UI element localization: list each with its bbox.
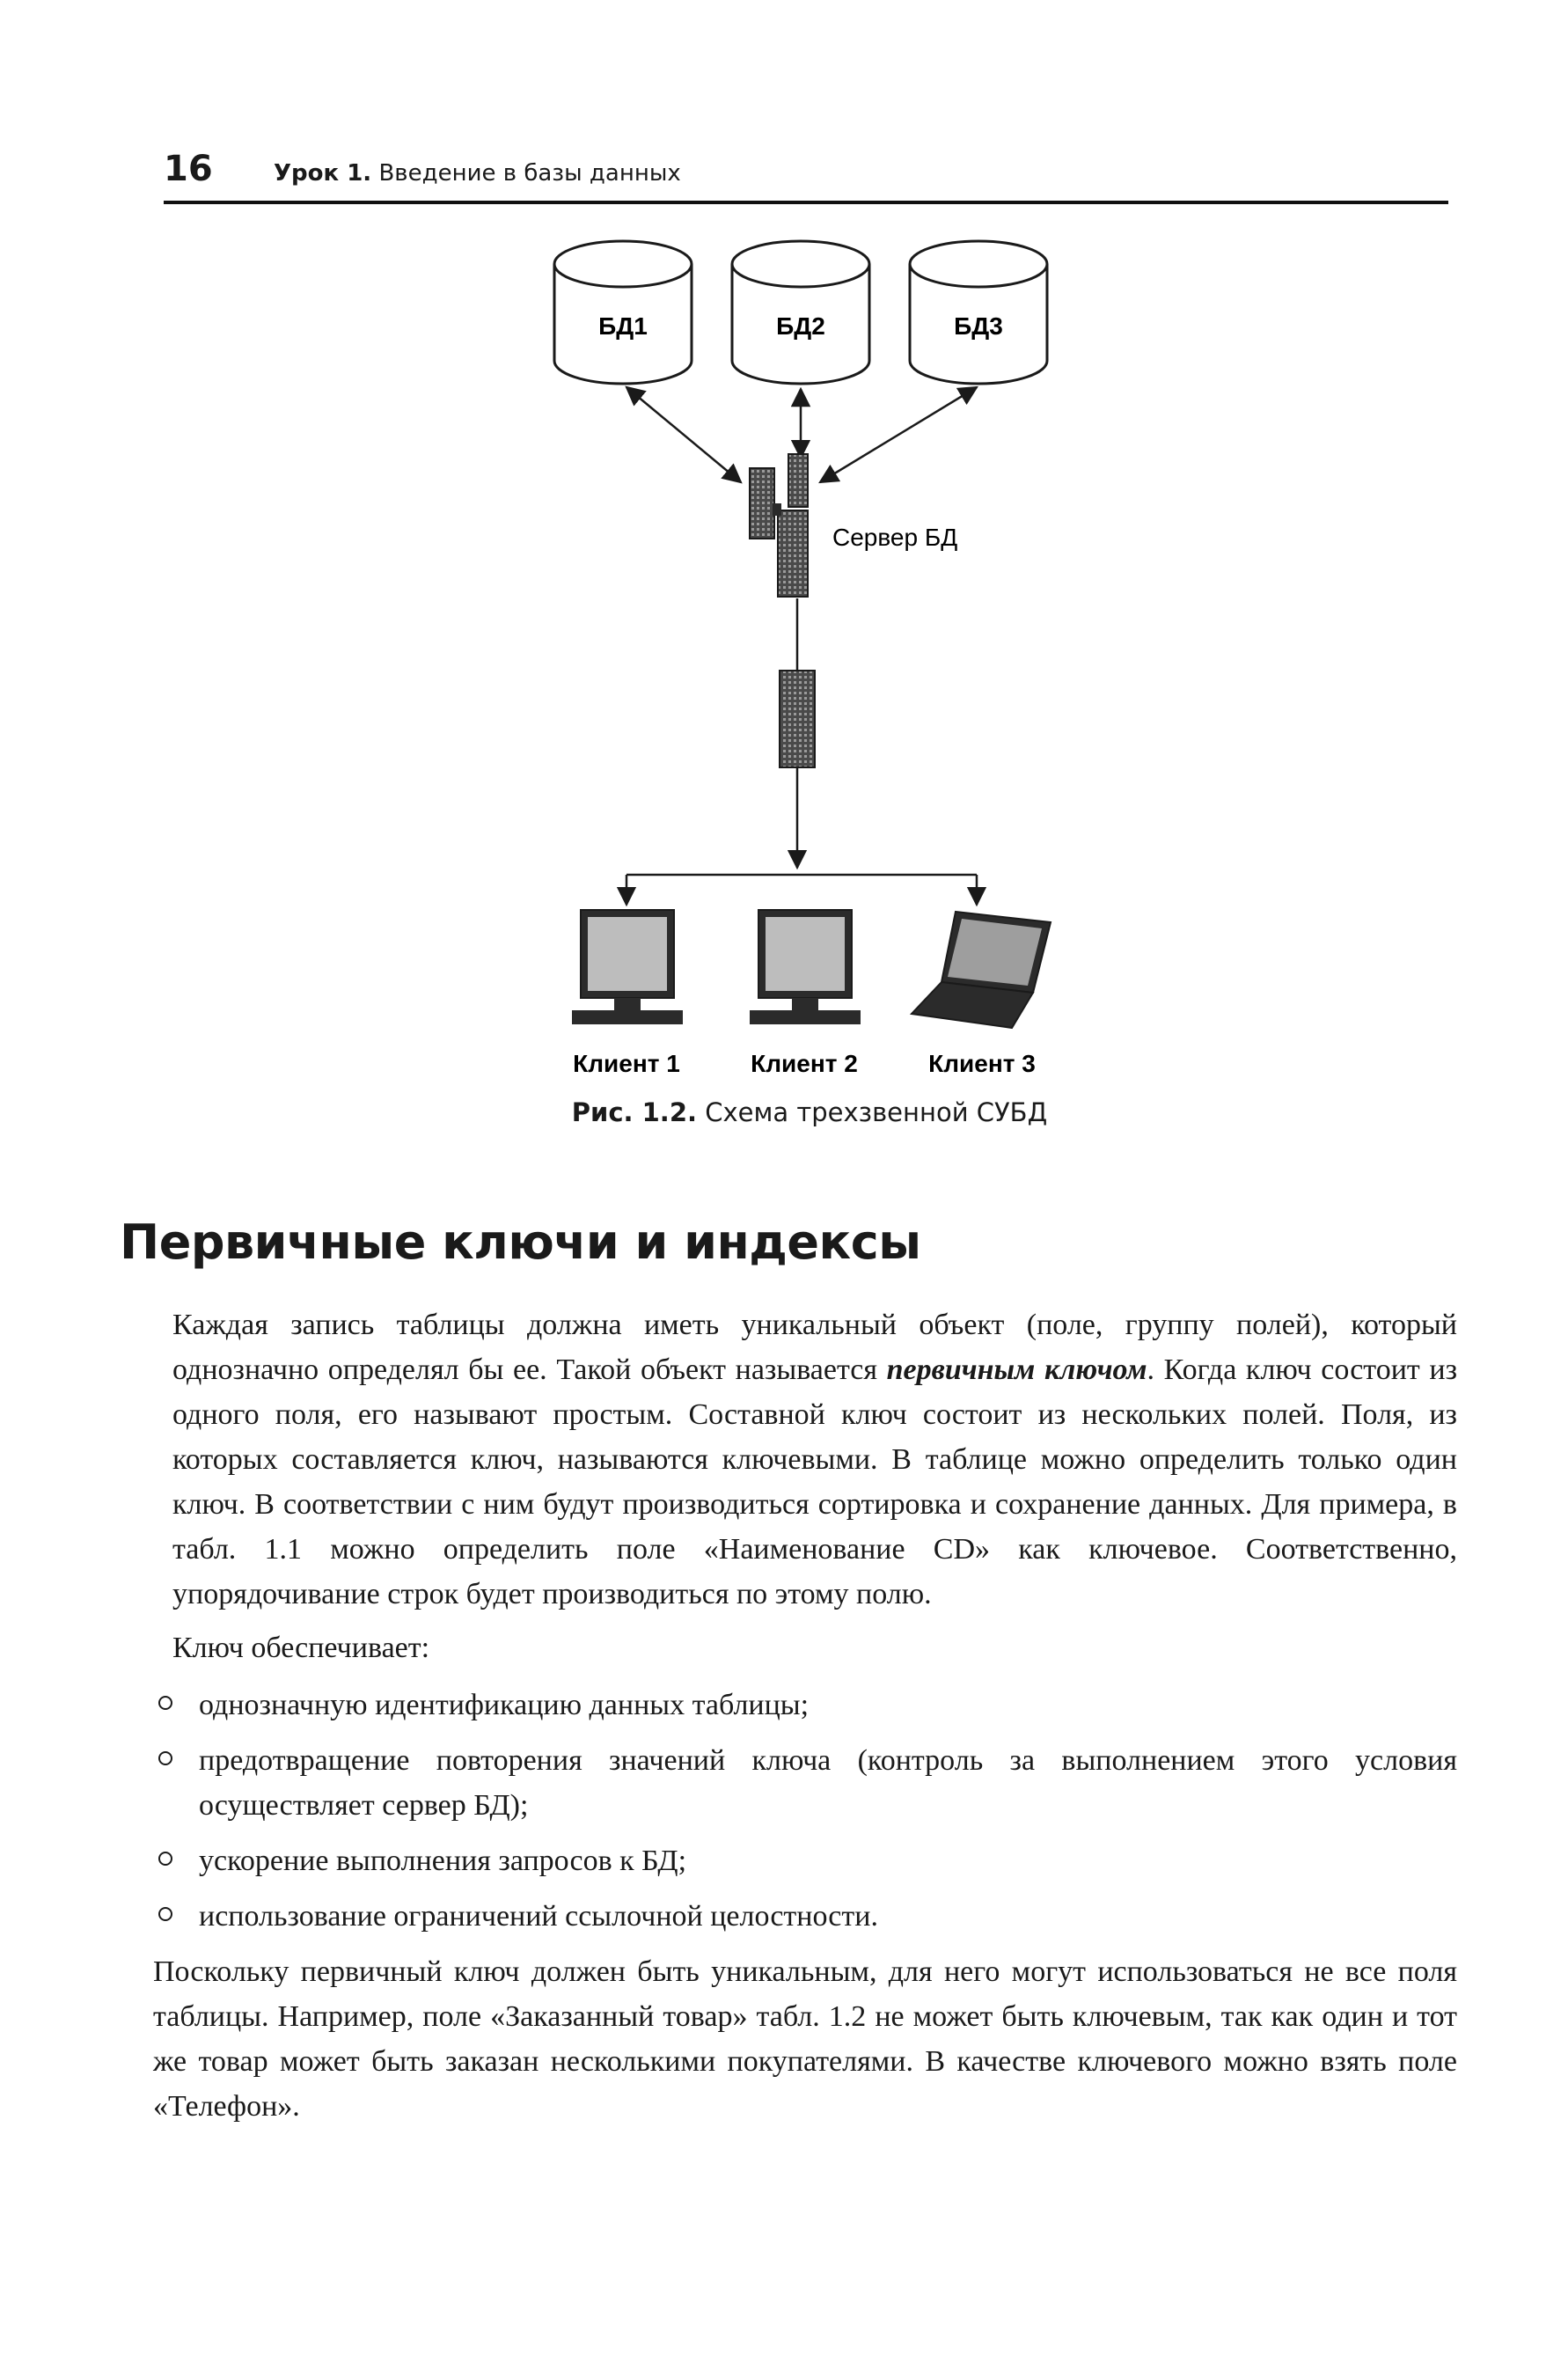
page-number: 16 xyxy=(164,149,213,189)
running-head-title xyxy=(274,158,681,188)
arrow-db1-server xyxy=(626,387,741,482)
database-cylinder-2 xyxy=(732,241,869,384)
client-label-2: Клиент 2 xyxy=(751,1050,858,1077)
section-heading: Первичные ключи и индексы xyxy=(120,1214,921,1270)
figure-three-tier-dbms xyxy=(519,238,1100,1144)
arrow-db3-server xyxy=(820,387,977,482)
database-server-icon xyxy=(750,454,808,597)
client-label-3: Клиент 3 xyxy=(928,1050,1036,1077)
application-server-icon xyxy=(780,671,815,767)
list-item-text: однозначную идентификацию данных таблицы; xyxy=(199,1689,810,1721)
term-primary-key: первичным ключом xyxy=(886,1353,1147,1386)
server-label: Сервер БД xyxy=(832,524,958,551)
list-item-text: ускорение выполнения запросов к БД; xyxy=(199,1845,687,1877)
chapter-title: Введение в базы данных xyxy=(378,160,681,187)
database-label-1: БД1 xyxy=(598,312,648,340)
running-head xyxy=(164,146,1448,204)
paragraph1-before: Каждая запись таблицы должна иметь уникальный объект (поле, группу полей), который однозначно определял бы ее. Такой объект называется xyxy=(172,1309,1457,1386)
three-tier-diagram xyxy=(519,238,1100,1091)
figure-caption xyxy=(519,1095,1100,1130)
body-text xyxy=(153,1302,1458,2129)
client-2-monitor-icon xyxy=(750,910,861,1024)
database-cylinder-3 xyxy=(910,241,1047,384)
list-item xyxy=(153,1683,1457,1727)
bullet-circle-icon xyxy=(158,1696,172,1710)
figure-caption-text: Схема трехзвенной СУБД xyxy=(705,1097,1048,1127)
bullet-circle-icon xyxy=(158,1852,172,1866)
figure-number: Рис. 1.2. xyxy=(571,1097,698,1127)
database-label-2: БД2 xyxy=(776,312,825,340)
bullet-circle-icon xyxy=(158,1751,172,1765)
list-item xyxy=(153,1738,1457,1828)
key-provides-list xyxy=(153,1683,1457,1939)
list-item-text: использование ограничений ссылочной целостности. xyxy=(199,1900,878,1933)
key-provides-lead: Ключ обеспечивает: xyxy=(172,1632,430,1664)
paragraph1-after: . Когда ключ состоит из одного поля, его называют простым. Составной ключ состоит из нескольких полей. Поля, из которых составляется ключ, называются ключевыми. В таблице можно определить только один ключ. В соответствии с ним будут производиться сортировка и сохранение данных. Для примера, в табл. 1.1 можно определить поле «Наименование CD» как ключевое. Соответственно, упорядочивание строк будет производиться по этому полю. xyxy=(172,1353,1458,1610)
client-1-monitor-icon xyxy=(572,910,683,1024)
list-item xyxy=(153,1838,1457,1883)
database-cylinder-1 xyxy=(554,241,692,384)
client-3-laptop-icon xyxy=(912,912,1051,1028)
lesson-label: Урок 1. xyxy=(274,160,372,187)
paragraph-unique-key: Поскольку первичный ключ должен быть уникальным, для него могут использоваться не все поля таблицы. Например, поле «Заказанный товар» табл. 1.2 не может быть ключевым, так как один и тот же товар может быть заказан несколькими покупателями. В качестве ключевого можно взять поле «Телефон». xyxy=(153,1955,1457,2123)
client-label-1: Клиент 1 xyxy=(573,1050,680,1077)
list-item xyxy=(153,1894,1457,1939)
paragraph-primary-key-definition xyxy=(172,1302,1457,1617)
list-item-text: предотвращение повторения значений ключа (контроль за выполнением этого условия осуществляет сервер БД); xyxy=(199,1744,1457,1822)
database-label-3: БД3 xyxy=(954,312,1003,340)
bullet-circle-icon xyxy=(158,1907,172,1921)
